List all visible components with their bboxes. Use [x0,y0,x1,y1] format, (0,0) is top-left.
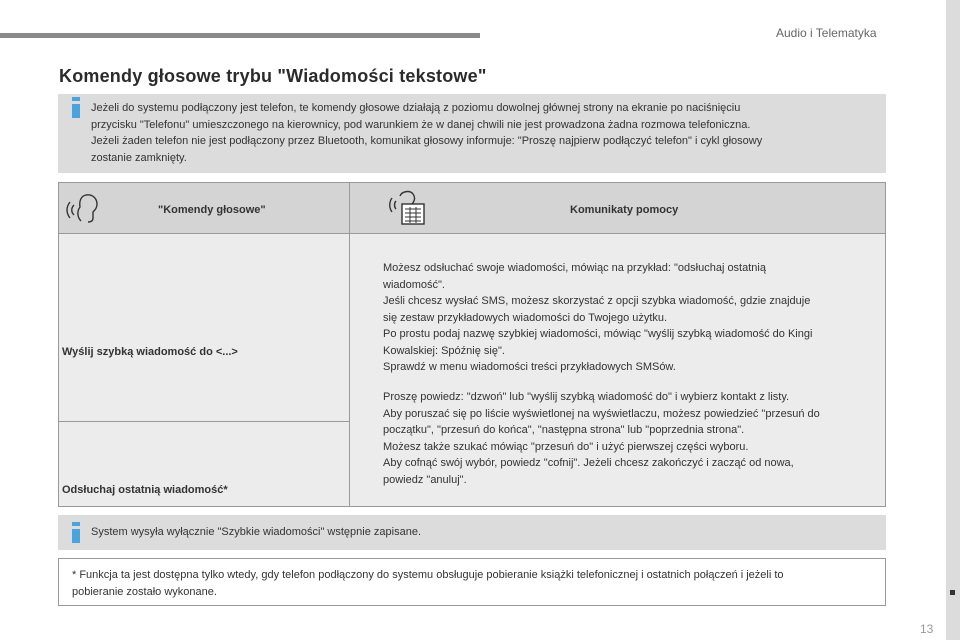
info-line: zostanie zamknięty. [91,151,187,164]
header-voice-commands [59,183,350,233]
page-title: Komendy głosowe trybu "Wiadomości tekstowe" [59,66,487,86]
help-line: Aby poruszać się po liście wyświetlonej na wyświetlaczu, możesz powiedzieć "przesuń do [383,407,820,420]
info-line: przycisku "Telefonu" umieszczonego na kierownicy, pod warunkiem że w danej chwili nie jest prowadzona żadna rozmowa telefoniczna. [91,118,751,131]
help-line: Po prostu podaj nazwę szybkiej wiadomości, mówiąc "wyślij szybką wiadomość do Kingi [383,328,813,340]
header-help-messages [350,183,885,233]
help-line: Aby cofnąć swój wybór, powiedz "cofnij". Jeżeli chcesz zakończyć i zacząć od nowa, [383,457,794,469]
footnote-line: * Funkcja ta jest dostępna tylko wtedy, gdy telefon podłączony do systemu obsługuje pobieranie książki telefonicznej i ostatnich połączeń i jeżeli to [72,569,784,581]
row-divider [59,421,349,422]
help-line: się zestaw przykładowych wiadomości do Twojego użytku. [383,311,668,324]
help-line: Proszę powiedz: "dzwoń" lub "wyślij szybką wiadomość do" i wybierz kontakt z listy. [383,391,790,403]
info-icon [72,104,80,118]
commands-column [59,234,350,506]
info-line: Jeżeli żaden telefon nie jest podłączony przez Bluetooth, komunikat głosowy informuje: "Proszę najpierw podłączyć telefon" i cykl głosowy [91,135,763,147]
col2-header-label: Komunikaty pomocy [570,204,679,216]
help-line: Kowalskiej: Spóźnię się". [383,344,505,357]
help-message-1 [383,260,878,376]
help-line: początku", "przesuń do końca", "następna strona" lub "poprzednia strona". [383,424,745,436]
help-message-icon [386,188,428,228]
help-line: Możesz także szukać mówiąc "przesuń do" i użyć pierwszej części wyboru. [383,440,749,453]
command-send-quick-message: Wyślij szybką wiadomość do <...> [62,346,238,358]
col1-header-label: "Komendy głosowe" [158,204,266,216]
footnote-line: pobieranie zostało wykonane. [72,586,217,598]
info-line: Jeżeli do systemu podłączony jest telefon, te komendy głosowe działają z poziomu dowolnej głównej strony na ekranie po naciśnięciu [91,102,741,114]
help-line: wiadomość". [383,278,445,291]
help-line: Jeśli chcesz wysłać SMS, możesz skorzystać z opcji szybka wiadomość, gdzie znajduje [383,295,811,307]
command-play-last-message: Odsłuchaj ostatnią wiadomość* [62,484,228,496]
info-top-text [91,100,871,166]
footnote-box [58,558,886,606]
section-label: Audio i Telematyka [776,26,877,40]
voice-commands-table [58,182,886,507]
page-marker [950,590,955,595]
info-icon [72,529,80,543]
footnote-text [67,567,880,601]
voice-command-icon [65,191,101,225]
side-strip [946,0,960,640]
help-line: Możesz odsłuchać swoje wiadomości, mówiąc na przykład: "odsłuchaj ostatnią [383,262,766,274]
help-message-2 [383,389,878,488]
info-box-bottom [58,515,886,550]
info-box-top [58,94,886,173]
page-number: 13 [920,622,934,636]
help-line: powiedz "anuluj". [383,473,467,486]
top-rule [0,33,480,38]
help-line: Sprawdź w menu wiadomości treści przykładowych SMSów. [383,361,676,373]
info-bottom-text: System wysyła wyłącznie "Szybkie wiadomości" wstępnie zapisane. [91,526,421,538]
